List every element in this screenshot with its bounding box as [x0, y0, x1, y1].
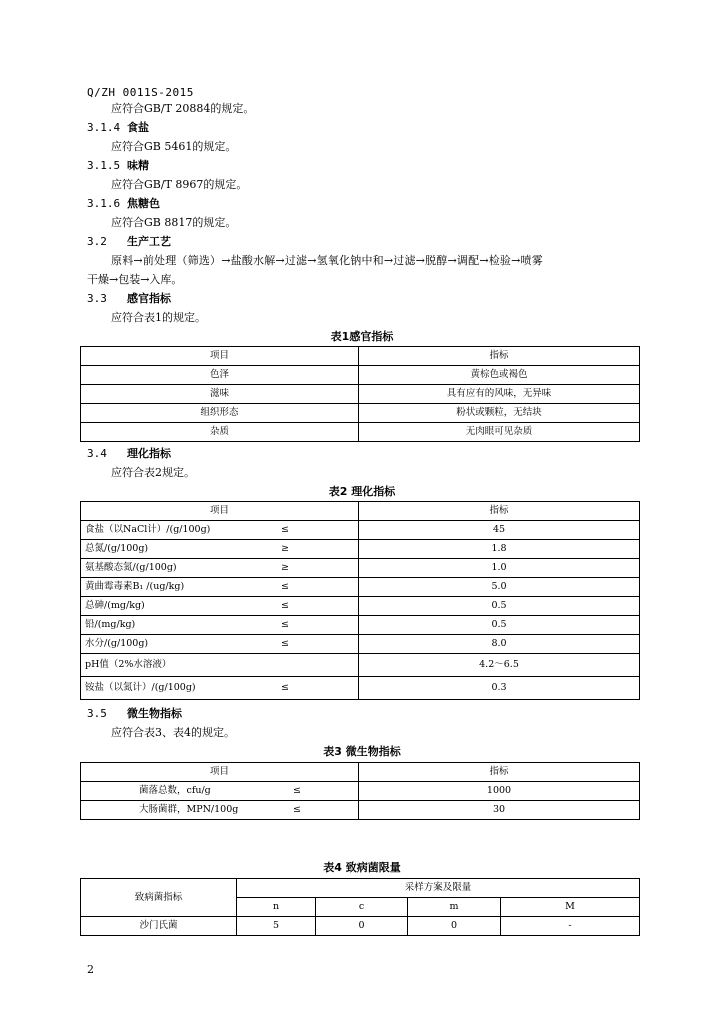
section-heading	[87, 235, 171, 249]
table-cell: 沙门氏菌	[81, 917, 237, 936]
text-line: 应符合表1的规定。	[111, 311, 206, 324]
table4	[80, 878, 640, 936]
table-row	[81, 578, 640, 597]
table-cell: 1.0	[359, 559, 640, 578]
table-header-cell: 指标	[359, 347, 640, 366]
table-cell	[81, 635, 359, 654]
table-row	[81, 559, 640, 578]
comparison-symbol: ≤	[281, 619, 289, 630]
table-cell: 无肉眼可见杂质	[359, 423, 640, 442]
section-number: 3.1.4	[87, 121, 121, 134]
section-title: 味精	[127, 159, 149, 172]
section-heading	[87, 292, 171, 306]
item-label: 总砷/(mg/kg)	[85, 600, 145, 611]
table-cell: 0.3	[359, 677, 640, 700]
item-label: 菌落总数，cfu/g	[139, 785, 211, 796]
section-number: 3.1.6	[87, 197, 121, 210]
table-header-cell: m	[408, 898, 501, 917]
item-label: 铅/(mg/kg)	[85, 619, 136, 630]
table-cell	[81, 654, 359, 677]
table-row	[81, 635, 640, 654]
item-label: 铵盐（以氮计）/(g/100g)	[85, 682, 196, 693]
table-cell	[81, 616, 359, 635]
table-row	[81, 423, 640, 442]
table-cell: 粉状或颗粒，无结块	[359, 404, 640, 423]
table-cell: -	[501, 917, 640, 936]
item-label: 黄曲霉毒素B₁ /(ug/kg)	[85, 581, 185, 592]
table1	[80, 346, 640, 442]
table-row	[81, 677, 640, 700]
table-header-cell: 项目	[81, 502, 359, 521]
section-heading	[87, 159, 149, 173]
table-cell: 黄棕色或褐色	[359, 366, 640, 385]
document-code: Q/ZH 0011S-2015	[87, 86, 194, 99]
table-cell: 色泽	[81, 366, 359, 385]
text-line: 应符合GB 8817的规定。	[111, 216, 237, 229]
section-heading	[87, 447, 171, 461]
table-row	[81, 654, 640, 677]
section-number: 3.3	[87, 292, 107, 305]
table-row	[81, 404, 640, 423]
section-title: 微生物指标	[127, 707, 182, 720]
table-cell	[81, 540, 359, 559]
table-cell: 组织形态	[81, 404, 359, 423]
table-header-cell: 致病菌指标	[81, 879, 237, 917]
table-header-row	[81, 879, 640, 898]
text-line: 应符合表2规定。	[111, 466, 195, 479]
comparison-symbol: ≥	[281, 562, 289, 573]
text-line: 应符合GB/T 20884的规定。	[111, 102, 255, 115]
table3	[80, 762, 640, 820]
table-cell	[81, 578, 359, 597]
table-cell: 4.2～6.5	[359, 654, 640, 677]
table-header-cell: 采样方案及限量	[237, 879, 640, 898]
section-heading	[87, 121, 149, 135]
section-title: 理化指标	[127, 447, 171, 460]
table-cell	[81, 597, 359, 616]
section-title: 生产工艺	[127, 235, 171, 248]
table-row	[81, 597, 640, 616]
page-number: 2	[87, 963, 94, 976]
comparison-symbol: ≤	[281, 600, 289, 611]
comparison-symbol: ≤	[293, 804, 301, 815]
comparison-symbol: ≤	[293, 785, 301, 796]
text-line: 应符合GB 5461的规定。	[111, 140, 237, 153]
section-number: 3.1.5	[87, 159, 121, 172]
comparison-symbol: ≤	[281, 581, 289, 592]
table-cell	[81, 521, 359, 540]
table-header-cell: M	[501, 898, 640, 917]
table-cell	[81, 559, 359, 578]
table4-caption: 表4 致病菌限量	[323, 861, 401, 874]
text-line: 应符合GB/T 8967的规定。	[111, 178, 248, 191]
table-cell: 0	[408, 917, 501, 936]
table-row	[81, 616, 640, 635]
comparison-symbol: ≥	[281, 543, 289, 554]
table-header-row	[81, 763, 640, 782]
table-header-cell: 项目	[81, 763, 359, 782]
table-cell	[81, 801, 359, 820]
table-cell: 5.0	[359, 578, 640, 597]
comparison-symbol: ≤	[281, 682, 289, 693]
text-line: 应符合表3、表4的规定。	[111, 726, 235, 739]
section-title: 感官指标	[127, 292, 171, 305]
section-number: 3.5	[87, 707, 107, 720]
table-cell: 30	[359, 801, 640, 820]
item-label: 水分/(g/100g)	[85, 638, 149, 649]
item-label: pH值（2%水溶液）	[85, 659, 172, 670]
table-cell: 8.0	[359, 635, 640, 654]
section-heading	[87, 197, 160, 211]
table2	[80, 501, 640, 700]
process-line: 原料→前处理（筛选）→盐酸水解→过滤→氢氧化钠中和→过滤→脱醇→调配→检验→喷雾	[111, 254, 543, 267]
table-cell: 杂质	[81, 423, 359, 442]
table-header-row	[81, 502, 640, 521]
table-header-cell: 指标	[359, 763, 640, 782]
section-number: 3.2	[87, 235, 107, 248]
section-heading	[87, 707, 182, 721]
item-label: 大肠菌群，MPN/100g	[139, 804, 239, 815]
table-cell: 1.8	[359, 540, 640, 559]
table-cell: 0.5	[359, 616, 640, 635]
table3-caption: 表3 微生物指标	[323, 745, 401, 758]
table-cell: 5	[237, 917, 316, 936]
table-cell	[81, 677, 359, 700]
table-row	[81, 385, 640, 404]
table2-caption: 表2 理化指标	[328, 485, 396, 498]
comparison-symbol: ≤	[281, 638, 289, 649]
section-title: 焦糖色	[127, 197, 160, 210]
table-cell	[81, 782, 359, 801]
table-cell: 滋味	[81, 385, 359, 404]
table-header-cell: 项目	[81, 347, 359, 366]
process-line: 干燥→包装→入库。	[87, 273, 183, 286]
item-label: 食盐（以NaCl计）/(g/100g)	[85, 524, 211, 535]
item-label: 氨基酸态氮/(g/100g)	[85, 562, 177, 573]
section-number: 3.4	[87, 447, 107, 460]
table-row	[81, 782, 640, 801]
table1-caption: 表1感官指标	[330, 330, 394, 343]
table-row	[81, 801, 640, 820]
table-row	[81, 366, 640, 385]
table-cell: 具有应有的风味，无异味	[359, 385, 640, 404]
table-cell: 45	[359, 521, 640, 540]
comparison-symbol: ≤	[281, 524, 289, 535]
table-cell: 0.5	[359, 597, 640, 616]
table-cell: 0	[316, 917, 408, 936]
table-header-cell: 指标	[359, 502, 640, 521]
item-label: 总氮/(g/100g)	[85, 543, 149, 554]
table-header-cell: c	[316, 898, 408, 917]
table-cell: 1000	[359, 782, 640, 801]
table-header-cell: n	[237, 898, 316, 917]
section-title: 食盐	[127, 121, 149, 134]
table-row	[81, 521, 640, 540]
table-row	[81, 540, 640, 559]
table-row	[81, 917, 640, 936]
table-header-row	[81, 347, 640, 366]
